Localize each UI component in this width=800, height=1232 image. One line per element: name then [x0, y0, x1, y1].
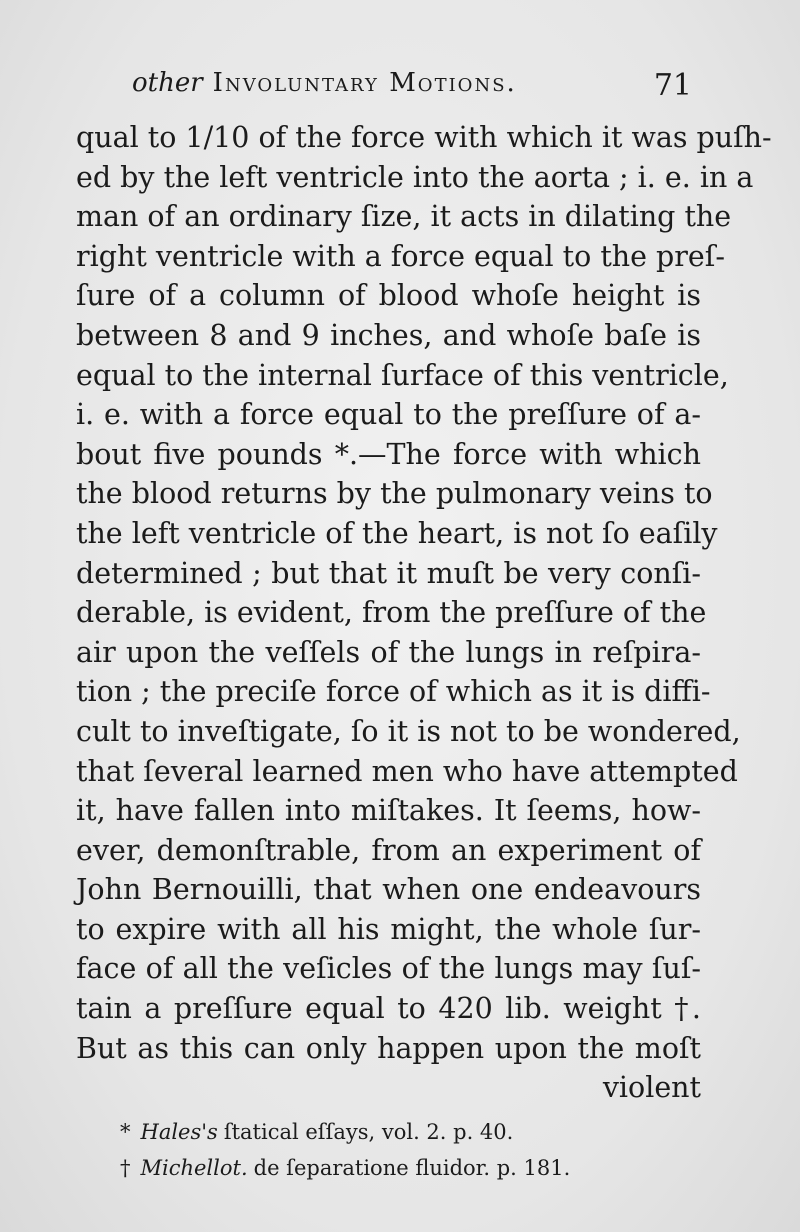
text-line: air upon the veſſels of the lungs in reſpira-	[76, 635, 701, 669]
text-line: bout five pounds *.—The force with which	[76, 437, 701, 471]
text-line: right ventricle with a force equal to the preſ-	[76, 239, 725, 273]
catchword: violent	[602, 1071, 701, 1105]
text-line: equal to the internal ſurface of this ventricle,	[76, 358, 729, 392]
text-line: But as this can only happen upon the moſt	[76, 1031, 701, 1065]
footnote-author: Michellot.	[140, 1156, 248, 1180]
text-line: man of an ordinary ſize, it acts in dilating the	[76, 200, 732, 234]
text-line: that ſeveral learned men who have attempted	[76, 754, 738, 788]
text-line: it, have fallen into miſtakes. It ſeems, how-	[76, 794, 701, 828]
footnote	[120, 1114, 680, 1150]
text-line: tion ; the preciſe force of which as it is diffi-	[76, 675, 711, 709]
text-line: derable, is evident, from the preſſure of the	[76, 596, 707, 630]
running-title	[132, 68, 517, 98]
text-line: tain a preſſure equal to 420 lib. weight †.	[76, 992, 701, 1026]
text-line: to expire with all his might, the whole ſur-	[76, 912, 701, 946]
footnote-text: ſtatical eſſays, vol. 2. p. 40.	[223, 1120, 514, 1144]
footnote-mark: *	[120, 1120, 131, 1144]
running-header	[132, 68, 692, 108]
running-title-italic: other	[132, 68, 203, 98]
body-text	[76, 118, 772, 1108]
text-line: ed by the left ventricle into the aorta ; i. e. in a	[76, 160, 754, 194]
footnotes	[120, 1114, 680, 1186]
text-line: ſure of a column of blood whoſe height is	[76, 279, 701, 313]
page-number: 71	[653, 68, 692, 103]
text-line: between 8 and 9 inches, and whoſe baſe is	[76, 318, 701, 352]
text-line: John Bernouilli, that when one endeavours	[76, 873, 701, 907]
footnote	[120, 1150, 680, 1186]
text-line: the left ventricle of the heart, is not ſo eaſily	[76, 516, 718, 550]
text-line: i. e. with a force equal to the preſſure of a-	[76, 398, 701, 432]
running-title-main: Involuntary Motions.	[212, 68, 517, 98]
footnote-text: de ſeparatione fluidor. p. 181.	[253, 1156, 571, 1180]
text-line: face of all the veſicles of the lungs may ſuſ-	[76, 952, 701, 986]
text-line: cult to inveſtigate, ſo it is not to be wondered,	[76, 714, 741, 748]
footnote-author: Hales's	[140, 1120, 218, 1144]
text-line: the blood returns by the pulmonary veins to	[76, 477, 713, 511]
text-line: determined ; but that it muſt be very conſi-	[76, 556, 701, 590]
text-line: qual to 1/10 of the force with which it was puſh-	[76, 121, 772, 154]
footnote-mark: †	[120, 1156, 131, 1180]
text-line: ever, demonſtrable, from an experiment of	[76, 833, 701, 867]
